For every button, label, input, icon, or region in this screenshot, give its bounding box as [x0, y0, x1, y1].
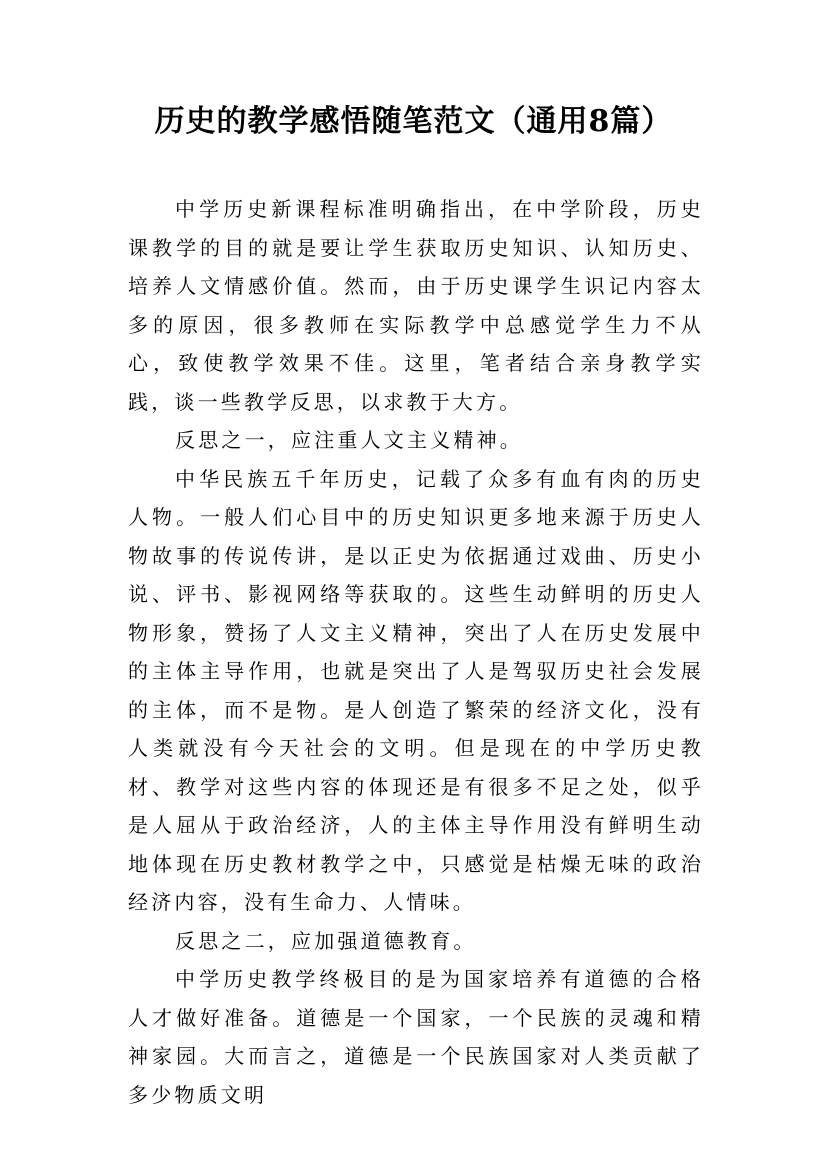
paragraph-reflection-2-body: 中学历史教学终极目的是为国家培养有道德的合格人才做好准备。道德是一个国家，一个民族的灵魂和精神家园。大而言之，道德是一个民族国家对人类贡献了多少物质文明	[128, 967, 704, 1107]
paragraph-heading-reflection-2: 反思之二，应加强道德教育。	[175, 928, 477, 953]
document-title: 历史的教学感悟随笔范文（通用8篇）	[154, 104, 673, 139]
paragraph-reflection-1-body: 中华民族五千年历史，记载了众多有血有肉的历史人物。一般人们心目中的历史知识更多地来源于历史人物故事的传说传讲，是以正史为依据通过戏曲、历史小说、评书、影视网络等获取的。这些生动鲜明的历史人物形象，赞扬了人文主义精神，突出了人在历史发展中的主体主导作用，也就是突出了人是驾驭历史社会发展的主体，而不是物。是人创造了繁荣的经济文化，没有人类就没有今天社会的文明。但是现在的中学历史教材、教学对这些内容的体现还是有很多不足之处，似乎是人屈从于政治经济，人的主体主导作用没有鲜明生动地体现在历史教材教学之中，只感觉是枯燥无味的政治经济内容，没有生命力、人情味。	[128, 466, 704, 914]
paragraph-heading-reflection-1: 反思之一，应注重人文主义精神。	[175, 428, 523, 452]
paragraph-intro: 中学历史新课程标准明确指出，在中学阶段，历史课教学的目的就是要让学生获取历史知识、认知历史、培养人文情感价值。然而，由于历史课学生识记内容太多的原因，很多教师在实际教学中总感觉学生力不从心，致使教学效果不佳。这里，笔者结合亲身教学实践，谈一些教学反思，以求教于大方。	[128, 197, 704, 414]
document-body	[128, 190, 704, 1114]
